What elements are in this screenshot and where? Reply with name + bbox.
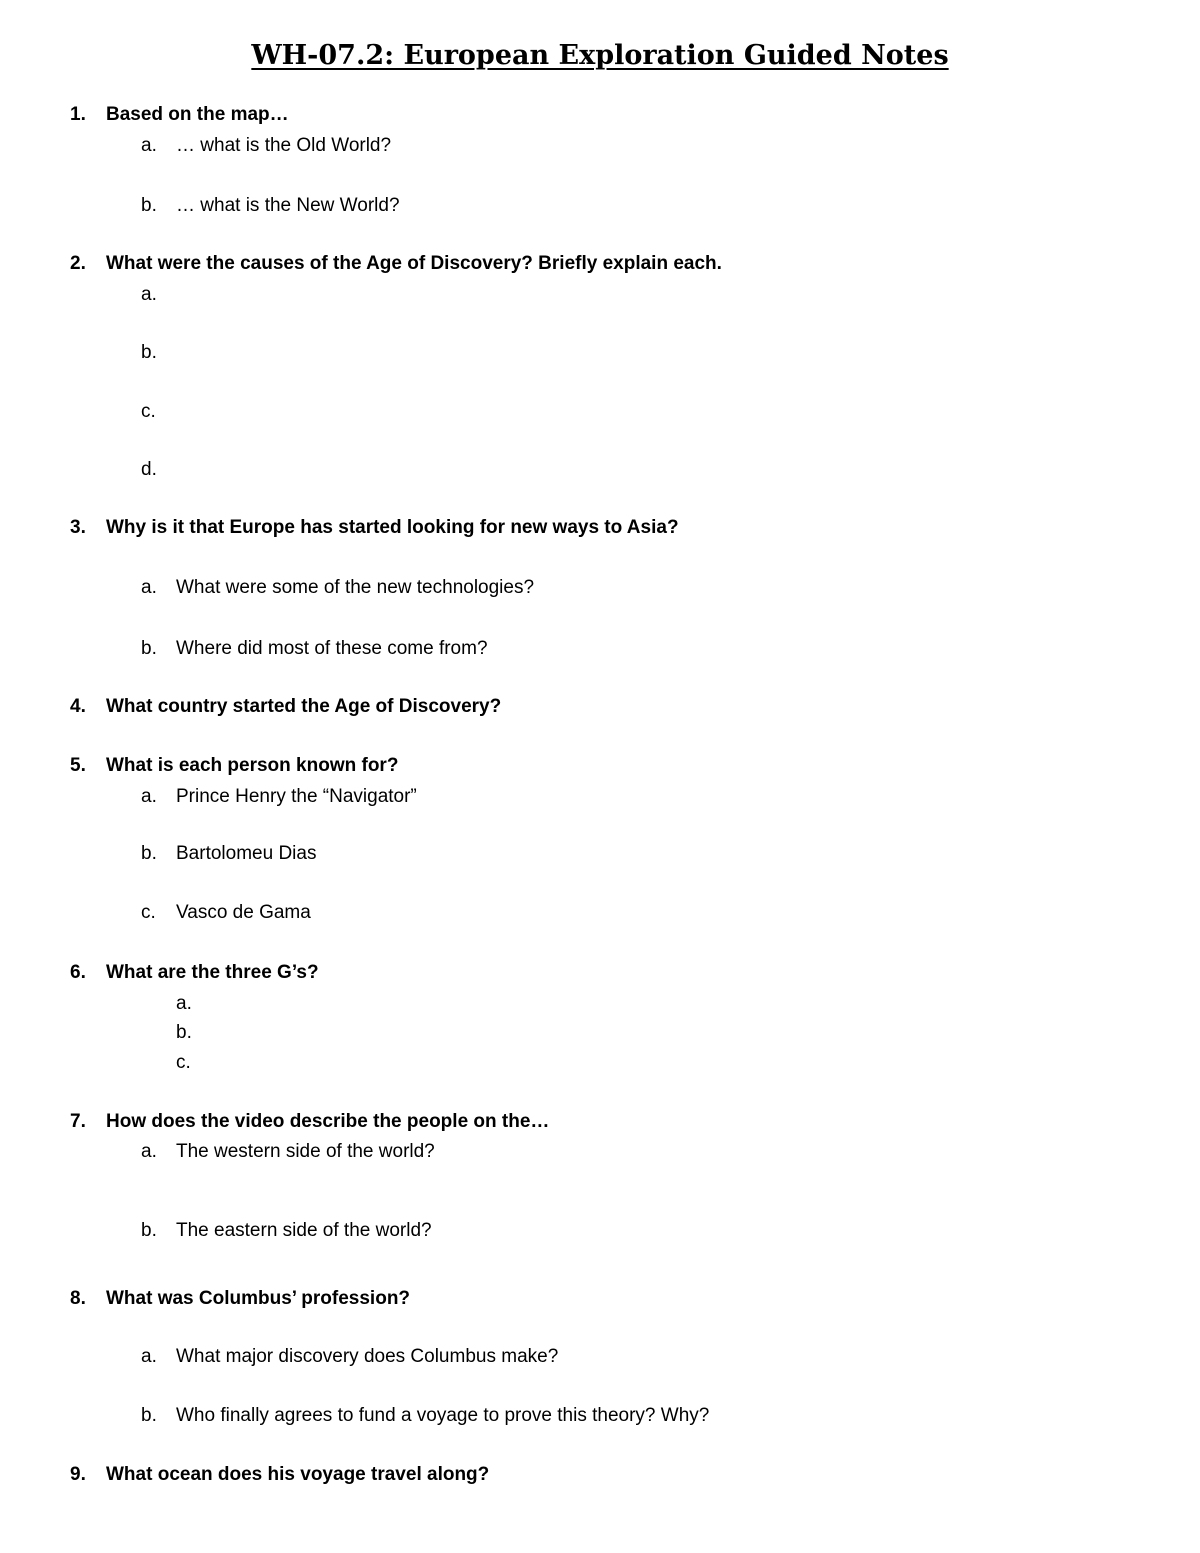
sub-item-letter: c. — [141, 902, 156, 923]
sub-item-text: Bartolomeu Dias — [176, 843, 317, 864]
sub-item-letter: a. — [141, 577, 157, 598]
question-number: 8. — [70, 1288, 86, 1309]
question-text: How does the video describe the people on the… — [106, 1111, 550, 1132]
question-number: 6. — [70, 962, 86, 983]
sub-item-letter: a. — [141, 284, 157, 305]
sub-item-letter: a. — [141, 1141, 157, 1162]
sub-item-text: Where did most of these come from? — [176, 638, 488, 659]
question-text: What was Columbus’ profession? — [106, 1288, 411, 1309]
question-number: 5. — [70, 755, 86, 776]
question-text: What are the three G’s? — [106, 962, 319, 983]
question-number: 7. — [70, 1111, 86, 1132]
question-text: What were the causes of the Age of Discovery? Briefly explain each. — [106, 253, 722, 274]
question-number: 1. — [70, 104, 86, 125]
sub-item-letter: a. — [141, 1346, 157, 1367]
sub-item-letter: d. — [141, 459, 157, 480]
question-text: Based on the map… — [106, 104, 289, 125]
question-number: 4. — [70, 696, 86, 717]
sub-item-letter: b. — [141, 638, 157, 659]
sub-item-letter: a. — [141, 786, 157, 807]
sub-item-letter: c. — [176, 1052, 191, 1073]
sub-item-text: Vasco de Gama — [176, 902, 311, 923]
page-title: WH-07.2: European Exploration Guided Notes — [251, 40, 949, 71]
sub-item-letter: b. — [176, 1022, 192, 1043]
sub-item-text: Who finally agrees to fund a voyage to prove this theory? Why? — [176, 1405, 710, 1426]
sub-item-letter: b. — [141, 195, 157, 216]
sub-item-text: … what is the New World? — [176, 195, 400, 216]
question-text: Why is it that Europe has started looking for new ways to Asia? — [106, 517, 679, 538]
sub-item-letter: a. — [141, 135, 157, 156]
sub-item-letter: a. — [176, 993, 192, 1014]
sub-item-text: … what is the Old World? — [176, 135, 392, 156]
sub-item-letter: b. — [141, 843, 157, 864]
question-number: 9. — [70, 1464, 86, 1485]
sub-item-letter: b. — [141, 1405, 157, 1426]
sub-item-text: What were some of the new technologies? — [176, 577, 535, 598]
question-text: What country started the Age of Discovery? — [106, 696, 502, 717]
sub-item-text: The western side of the world? — [176, 1141, 435, 1162]
sub-item-letter: b. — [141, 1220, 157, 1241]
question-number: 3. — [70, 517, 86, 538]
question-text: What is each person known for? — [106, 755, 399, 776]
question-text: What ocean does his voyage travel along? — [106, 1464, 490, 1485]
sub-item-letter: c. — [141, 401, 156, 422]
sub-item-text: Prince Henry the “Navigator” — [176, 786, 417, 807]
sub-item-text: The eastern side of the world? — [176, 1220, 432, 1241]
question-number: 2. — [70, 253, 86, 274]
sub-item-letter: b. — [141, 342, 157, 363]
sub-item-text: What major discovery does Columbus make? — [176, 1346, 559, 1367]
